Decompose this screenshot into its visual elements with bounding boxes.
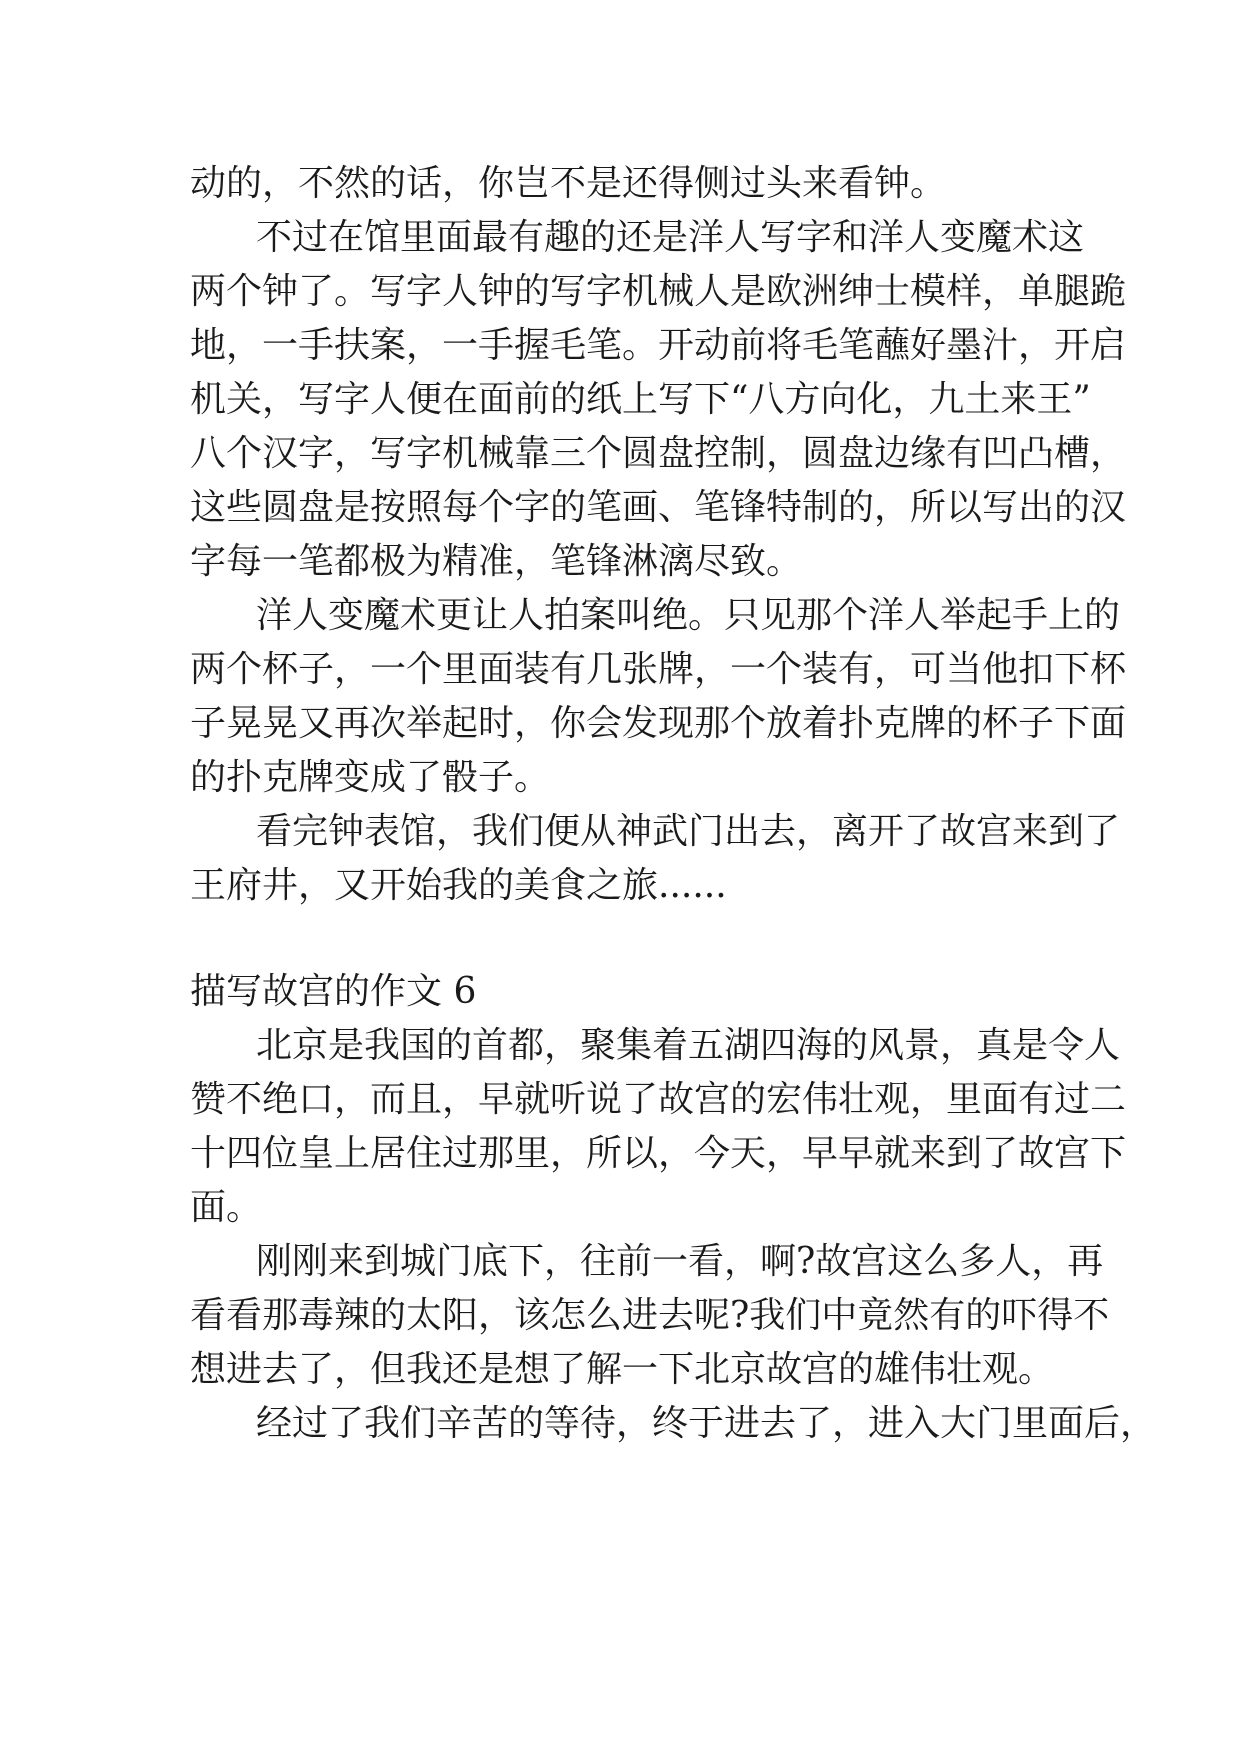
paragraph-first-line: 北京是我国的首都，聚集着五湖四海的风景，真是令人 (256, 1025, 1121, 1066)
text-line: 这些圆盘是按照每个字的笔画、笔锋特制的，所以写出的汉 (190, 487, 1127, 528)
text-line: 的扑克牌变成了骰子。 (190, 757, 551, 798)
text-line: 两个杯子，一个里面装有几张牌，一个装有，可当他扣下杯 (190, 649, 1127, 690)
paragraph-first-line: 洋人变魔术更让人拍案叫绝。只见那个洋人举起手上的 (256, 595, 1121, 636)
text-line: 十四位皇上居住过那里，所以，今天，早早就来到了故宫下 (190, 1133, 1127, 1174)
paragraph-first-line: 不过在馆里面最有趣的还是洋人写字和洋人变魔术这 (256, 217, 1085, 258)
text-line: 面。 (190, 1187, 263, 1228)
text-line: 地，一手扶案，一手握毛笔。开动前将毛笔蘸好墨汁，开启 (190, 325, 1127, 366)
paragraph-first-line: 刚刚来到城门底下，往前一看，啊?故宫这么多人，再 (256, 1241, 1104, 1282)
text-line: 八个汉字，写字机械靠三个圆盘控制，圆盘边缘有凹凸槽， (190, 433, 1127, 474)
paragraph-first-line: 经过了我们辛苦的等待，终于进去了，进入大门里面后， (256, 1403, 1157, 1444)
section-heading: 描写故宫的作文 6 (190, 971, 477, 1012)
text-line: 王府井，又开始我的美食之旅...... (190, 865, 727, 906)
text-line: 动的，不然的话，你岂不是还得侧过头来看钟。 (190, 163, 947, 204)
text-line: 字每一笔都极为精准，笔锋淋漓尽致。 (190, 541, 803, 582)
text-line: 机关，写字人便在面前的纸上写下“八方向化，九土来王” (190, 379, 1091, 420)
text-line: 两个钟了。写字人钟的写字机械人是欧洲绅士模样，单腿跪 (190, 271, 1127, 312)
text-line: 看看那毒辣的太阳，该怎么进去呢?我们中竟然有的吓得不 (190, 1295, 1110, 1336)
text-line: 子晃晃又再次举起时，你会发现那个放着扑克牌的杯子下面 (190, 703, 1127, 744)
text-line: 想进去了，但我还是想了解一下北京故宫的雄伟壮观。 (190, 1349, 1055, 1390)
paragraph-first-line: 看完钟表馆，我们便从神武门出去，离开了故宫来到了 (256, 811, 1121, 852)
text-line: 赞不绝口，而且，早就听说了故宫的宏伟壮观，里面有过二 (190, 1079, 1127, 1120)
